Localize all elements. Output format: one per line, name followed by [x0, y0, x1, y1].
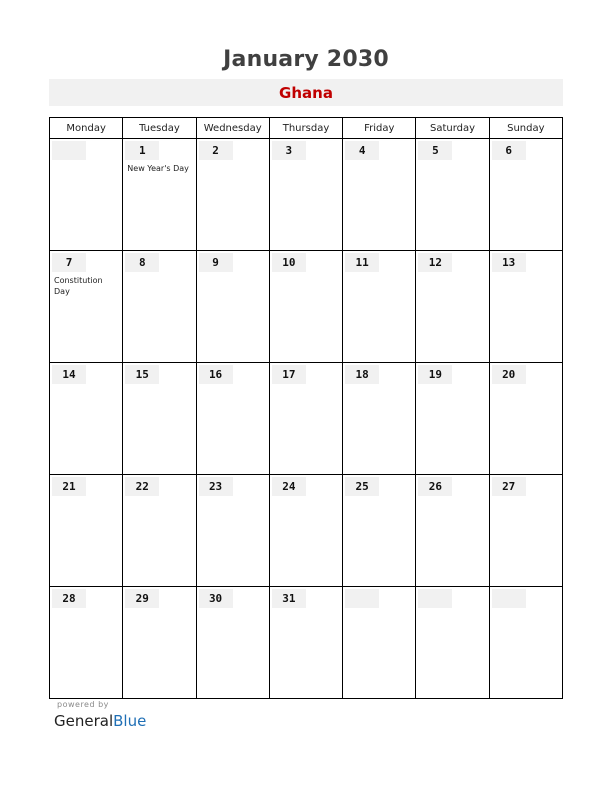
- day-number: 18: [345, 365, 379, 384]
- day-number: 24: [272, 477, 306, 496]
- day-number: 26: [418, 477, 452, 496]
- country-name: Ghana: [279, 84, 333, 102]
- day-number: 2: [199, 141, 233, 160]
- day-number: 6: [492, 141, 526, 160]
- day-number: [492, 589, 526, 608]
- calendar-day-cell[interactable]: [343, 251, 416, 363]
- day-number: 30: [199, 589, 233, 608]
- calendar-day-cell[interactable]: [269, 251, 342, 363]
- calendar-day-cell[interactable]: [123, 251, 196, 363]
- calendar-title: January 2030: [223, 47, 389, 72]
- calendar-day-cell[interactable]: [50, 251, 123, 363]
- day-number: [418, 589, 452, 608]
- calendar-body: [50, 139, 563, 699]
- calendar-day-cell[interactable]: [196, 475, 269, 587]
- calendar-day-cell[interactable]: [196, 363, 269, 475]
- day-number: 21: [52, 477, 86, 496]
- calendar-day-cell[interactable]: [416, 363, 489, 475]
- calendar-day-cell[interactable]: [489, 139, 562, 251]
- day-number: 27: [492, 477, 526, 496]
- calendar-day-cell[interactable]: [489, 363, 562, 475]
- day-number: 16: [199, 365, 233, 384]
- calendar-day-cell[interactable]: [269, 363, 342, 475]
- day-number: 8: [125, 253, 159, 272]
- day-number: 13: [492, 253, 526, 272]
- brand-blue: Blue: [113, 712, 147, 730]
- calendar-day-cell[interactable]: [489, 251, 562, 363]
- calendar-day-cell[interactable]: [343, 587, 416, 699]
- day-number: 28: [52, 589, 86, 608]
- powered-by-label: powered by: [57, 700, 109, 709]
- day-number: 12: [418, 253, 452, 272]
- calendar-day-cell[interactable]: [343, 139, 416, 251]
- day-number: 23: [199, 477, 233, 496]
- calendar-week-row: [50, 587, 563, 699]
- day-number: 1: [125, 141, 159, 160]
- weekday-header: Tuesday: [123, 118, 196, 139]
- day-number: 10: [272, 253, 306, 272]
- day-number: 29: [125, 589, 159, 608]
- holiday-label: New Year's Day: [127, 164, 189, 173]
- day-number: 11: [345, 253, 379, 272]
- calendar-day-cell[interactable]: [489, 475, 562, 587]
- weekday-header: Monday: [50, 118, 123, 139]
- day-number: [345, 589, 379, 608]
- day-number: 20: [492, 365, 526, 384]
- calendar-week-row: [50, 475, 563, 587]
- calendar-week-row: [50, 139, 563, 251]
- calendar-day-cell[interactable]: [50, 587, 123, 699]
- calendar-week-row: [50, 363, 563, 475]
- calendar-day-cell[interactable]: [196, 251, 269, 363]
- day-number: 25: [345, 477, 379, 496]
- brand-general: General: [54, 712, 114, 730]
- day-number: 14: [52, 365, 86, 384]
- day-number: 3: [272, 141, 306, 160]
- weekday-header-row: [50, 118, 563, 139]
- day-number: 31: [272, 589, 306, 608]
- calendar-day-cell[interactable]: [50, 363, 123, 475]
- weekday-header: Friday: [343, 118, 416, 139]
- calendar-day-cell[interactable]: [196, 139, 269, 251]
- calendar-day-cell[interactable]: [50, 475, 123, 587]
- day-number: 5: [418, 141, 452, 160]
- calendar-day-cell[interactable]: [343, 475, 416, 587]
- weekday-header: Thursday: [269, 118, 342, 139]
- day-number: 4: [345, 141, 379, 160]
- calendar-day-cell[interactable]: [123, 363, 196, 475]
- weekday-header: Wednesday: [196, 118, 269, 139]
- calendar-grid: [49, 117, 563, 699]
- calendar-day-cell[interactable]: [416, 251, 489, 363]
- day-number: 9: [199, 253, 233, 272]
- calendar-week-row: [50, 251, 563, 363]
- day-number: 15: [125, 365, 159, 384]
- calendar-day-cell[interactable]: [269, 139, 342, 251]
- day-number: 19: [418, 365, 452, 384]
- holiday-label: Constitution Day: [54, 276, 103, 296]
- day-number: 17: [272, 365, 306, 384]
- brand-logo[interactable]: [54, 712, 146, 730]
- calendar-day-cell[interactable]: [269, 475, 342, 587]
- day-number: [52, 141, 86, 160]
- day-number: 7: [52, 253, 86, 272]
- calendar-day-cell[interactable]: [123, 139, 196, 251]
- calendar-day-cell[interactable]: [489, 587, 562, 699]
- calendar-day-cell[interactable]: [416, 139, 489, 251]
- weekday-header: Sunday: [489, 118, 562, 139]
- calendar-day-cell[interactable]: [50, 139, 123, 251]
- weekday-header: Saturday: [416, 118, 489, 139]
- calendar-day-cell[interactable]: [343, 363, 416, 475]
- calendar-day-cell[interactable]: [123, 587, 196, 699]
- day-number: 22: [125, 477, 159, 496]
- calendar-day-cell[interactable]: [269, 587, 342, 699]
- calendar-day-cell[interactable]: [416, 587, 489, 699]
- calendar-day-cell[interactable]: [416, 475, 489, 587]
- calendar-day-cell[interactable]: [123, 475, 196, 587]
- calendar-day-cell[interactable]: [196, 587, 269, 699]
